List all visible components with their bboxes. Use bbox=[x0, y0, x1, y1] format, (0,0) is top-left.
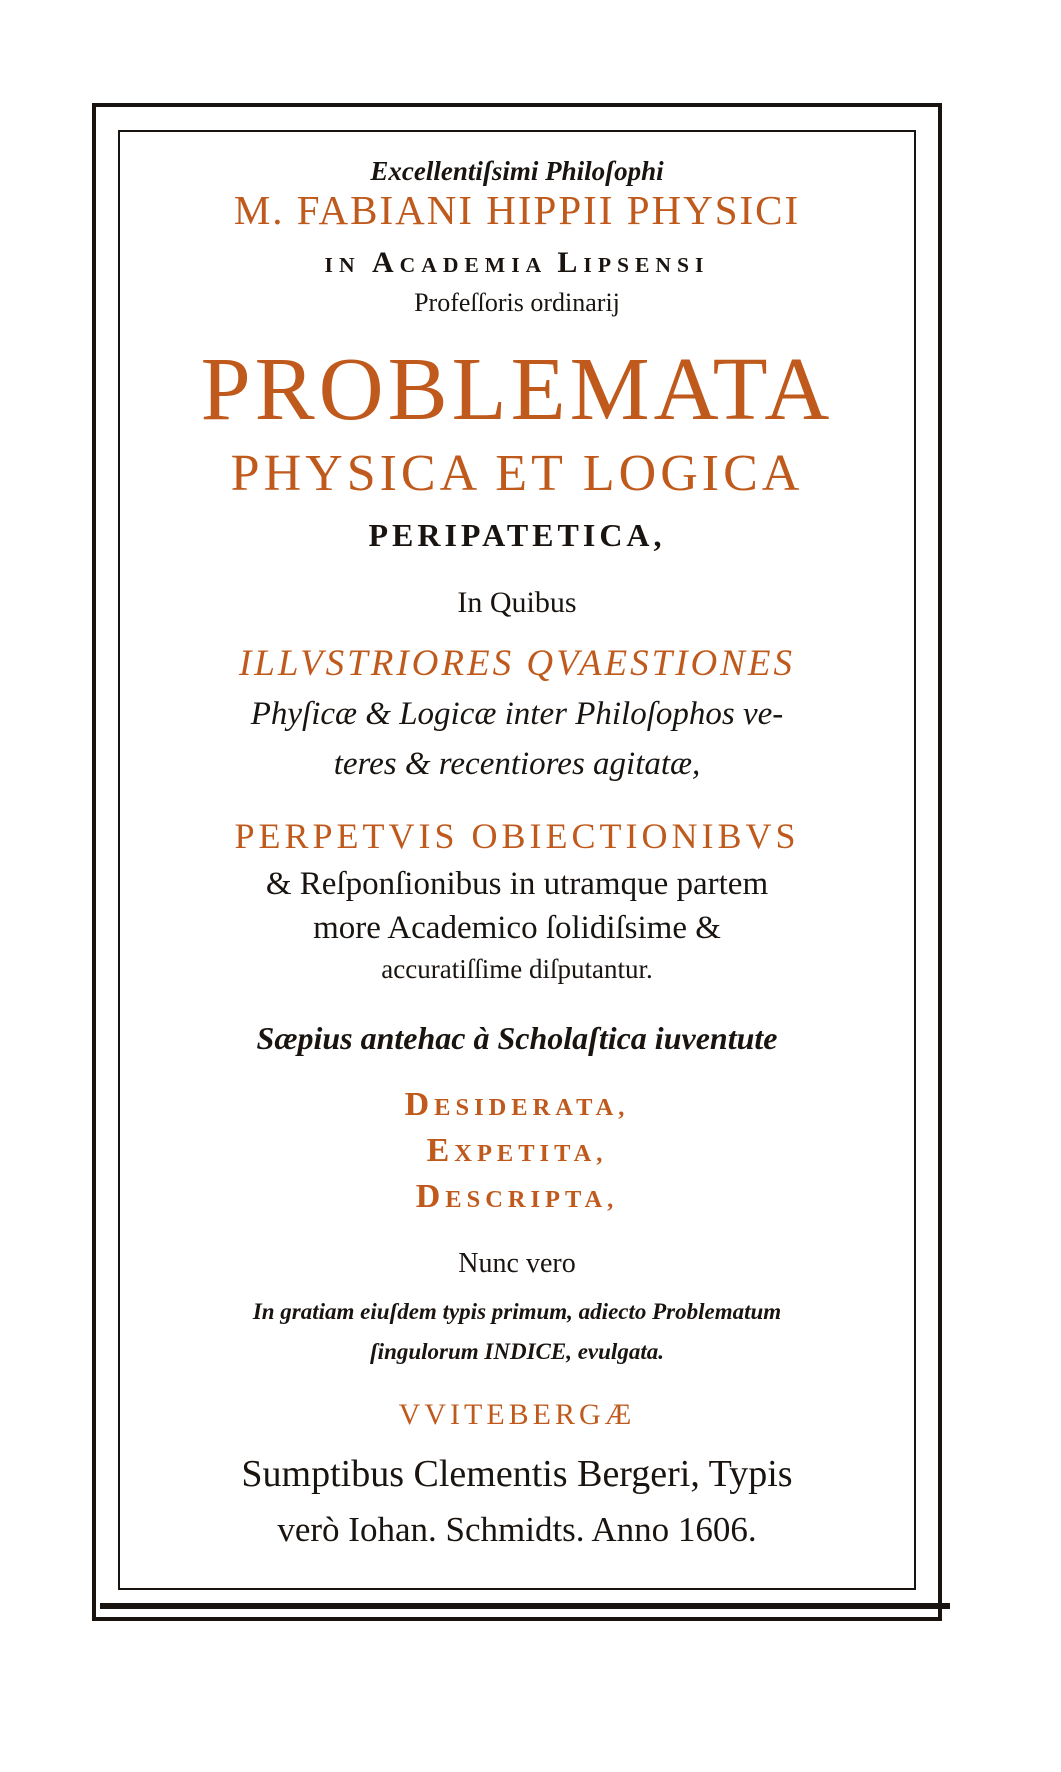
illustriores-line: ILLVSTRIORES QVAESTIONES bbox=[238, 643, 796, 684]
in-quibus-line: In Quibus bbox=[457, 586, 577, 619]
responsionibus-line: & Reſponſionibus in utramque partem bbox=[265, 866, 769, 902]
desiderata-part: D bbox=[404, 1086, 435, 1123]
more-line: more Academico ſolidiſsime & bbox=[313, 910, 721, 946]
author-line: M. FABIANI HIPPII PHYSICI bbox=[233, 187, 801, 233]
descripta-part: ESCRIPTA, bbox=[445, 1186, 619, 1213]
professoris-line: Profeſſoris ordinarij bbox=[414, 288, 620, 317]
teres-line: teres & recentiores agitatæ, bbox=[333, 746, 701, 782]
academia-part: A bbox=[371, 246, 400, 279]
expetita-line bbox=[118, 1134, 916, 1168]
in-gratiam-line: In gratiam eiuſdem typis primum, adiecto Problematum bbox=[252, 1299, 782, 1324]
descripta-line bbox=[118, 1180, 916, 1214]
singulorum-line: ſingulorum INDICE, evulgata. bbox=[370, 1339, 664, 1364]
excellentissimi-line: Excellentiſsimi Philoſophi bbox=[370, 156, 664, 186]
vero-iohan-line: verò Iohan. Schmidts. Anno 1606. bbox=[277, 1510, 757, 1549]
academia-part: IPSENSI bbox=[583, 253, 710, 277]
desiderata-line bbox=[118, 1088, 916, 1122]
accuratissime-line: accuratiſſime diſputantur. bbox=[381, 954, 653, 984]
perpetuis-line: PERPETVIS OBIECTIONIBVS bbox=[234, 816, 800, 856]
sumptibus-line: Sumptibus Clementis Bergeri, Typis bbox=[241, 1453, 793, 1495]
expetita-part: XPETITA, bbox=[454, 1140, 608, 1167]
academia-part: L bbox=[557, 246, 584, 279]
academia-part: IN bbox=[324, 253, 372, 277]
academia-part: CADEMIA bbox=[399, 253, 558, 277]
saepius-line: Sæpius antehac à Scholaſtica iuventute bbox=[256, 1020, 778, 1056]
bottom-rule bbox=[100, 1603, 950, 1609]
physicae-line: Phyſicæ & Logicæ inter Philoſophos ve- bbox=[250, 696, 784, 732]
nunc-vero-line: Nunc vero bbox=[458, 1248, 576, 1279]
main-title: PROBLEMATA bbox=[200, 340, 834, 439]
expetita-part: E bbox=[426, 1132, 455, 1169]
peripatetica-line: PERIPATETICA, bbox=[368, 517, 666, 553]
subtitle-line: PHYSICA ET LOGICA bbox=[230, 445, 804, 502]
academia-line bbox=[118, 248, 916, 278]
vuitebergae-line: VVITEBERGÆ bbox=[398, 1398, 636, 1431]
descripta-part: D bbox=[415, 1178, 446, 1215]
desiderata-part: ESIDERATA, bbox=[434, 1094, 630, 1121]
